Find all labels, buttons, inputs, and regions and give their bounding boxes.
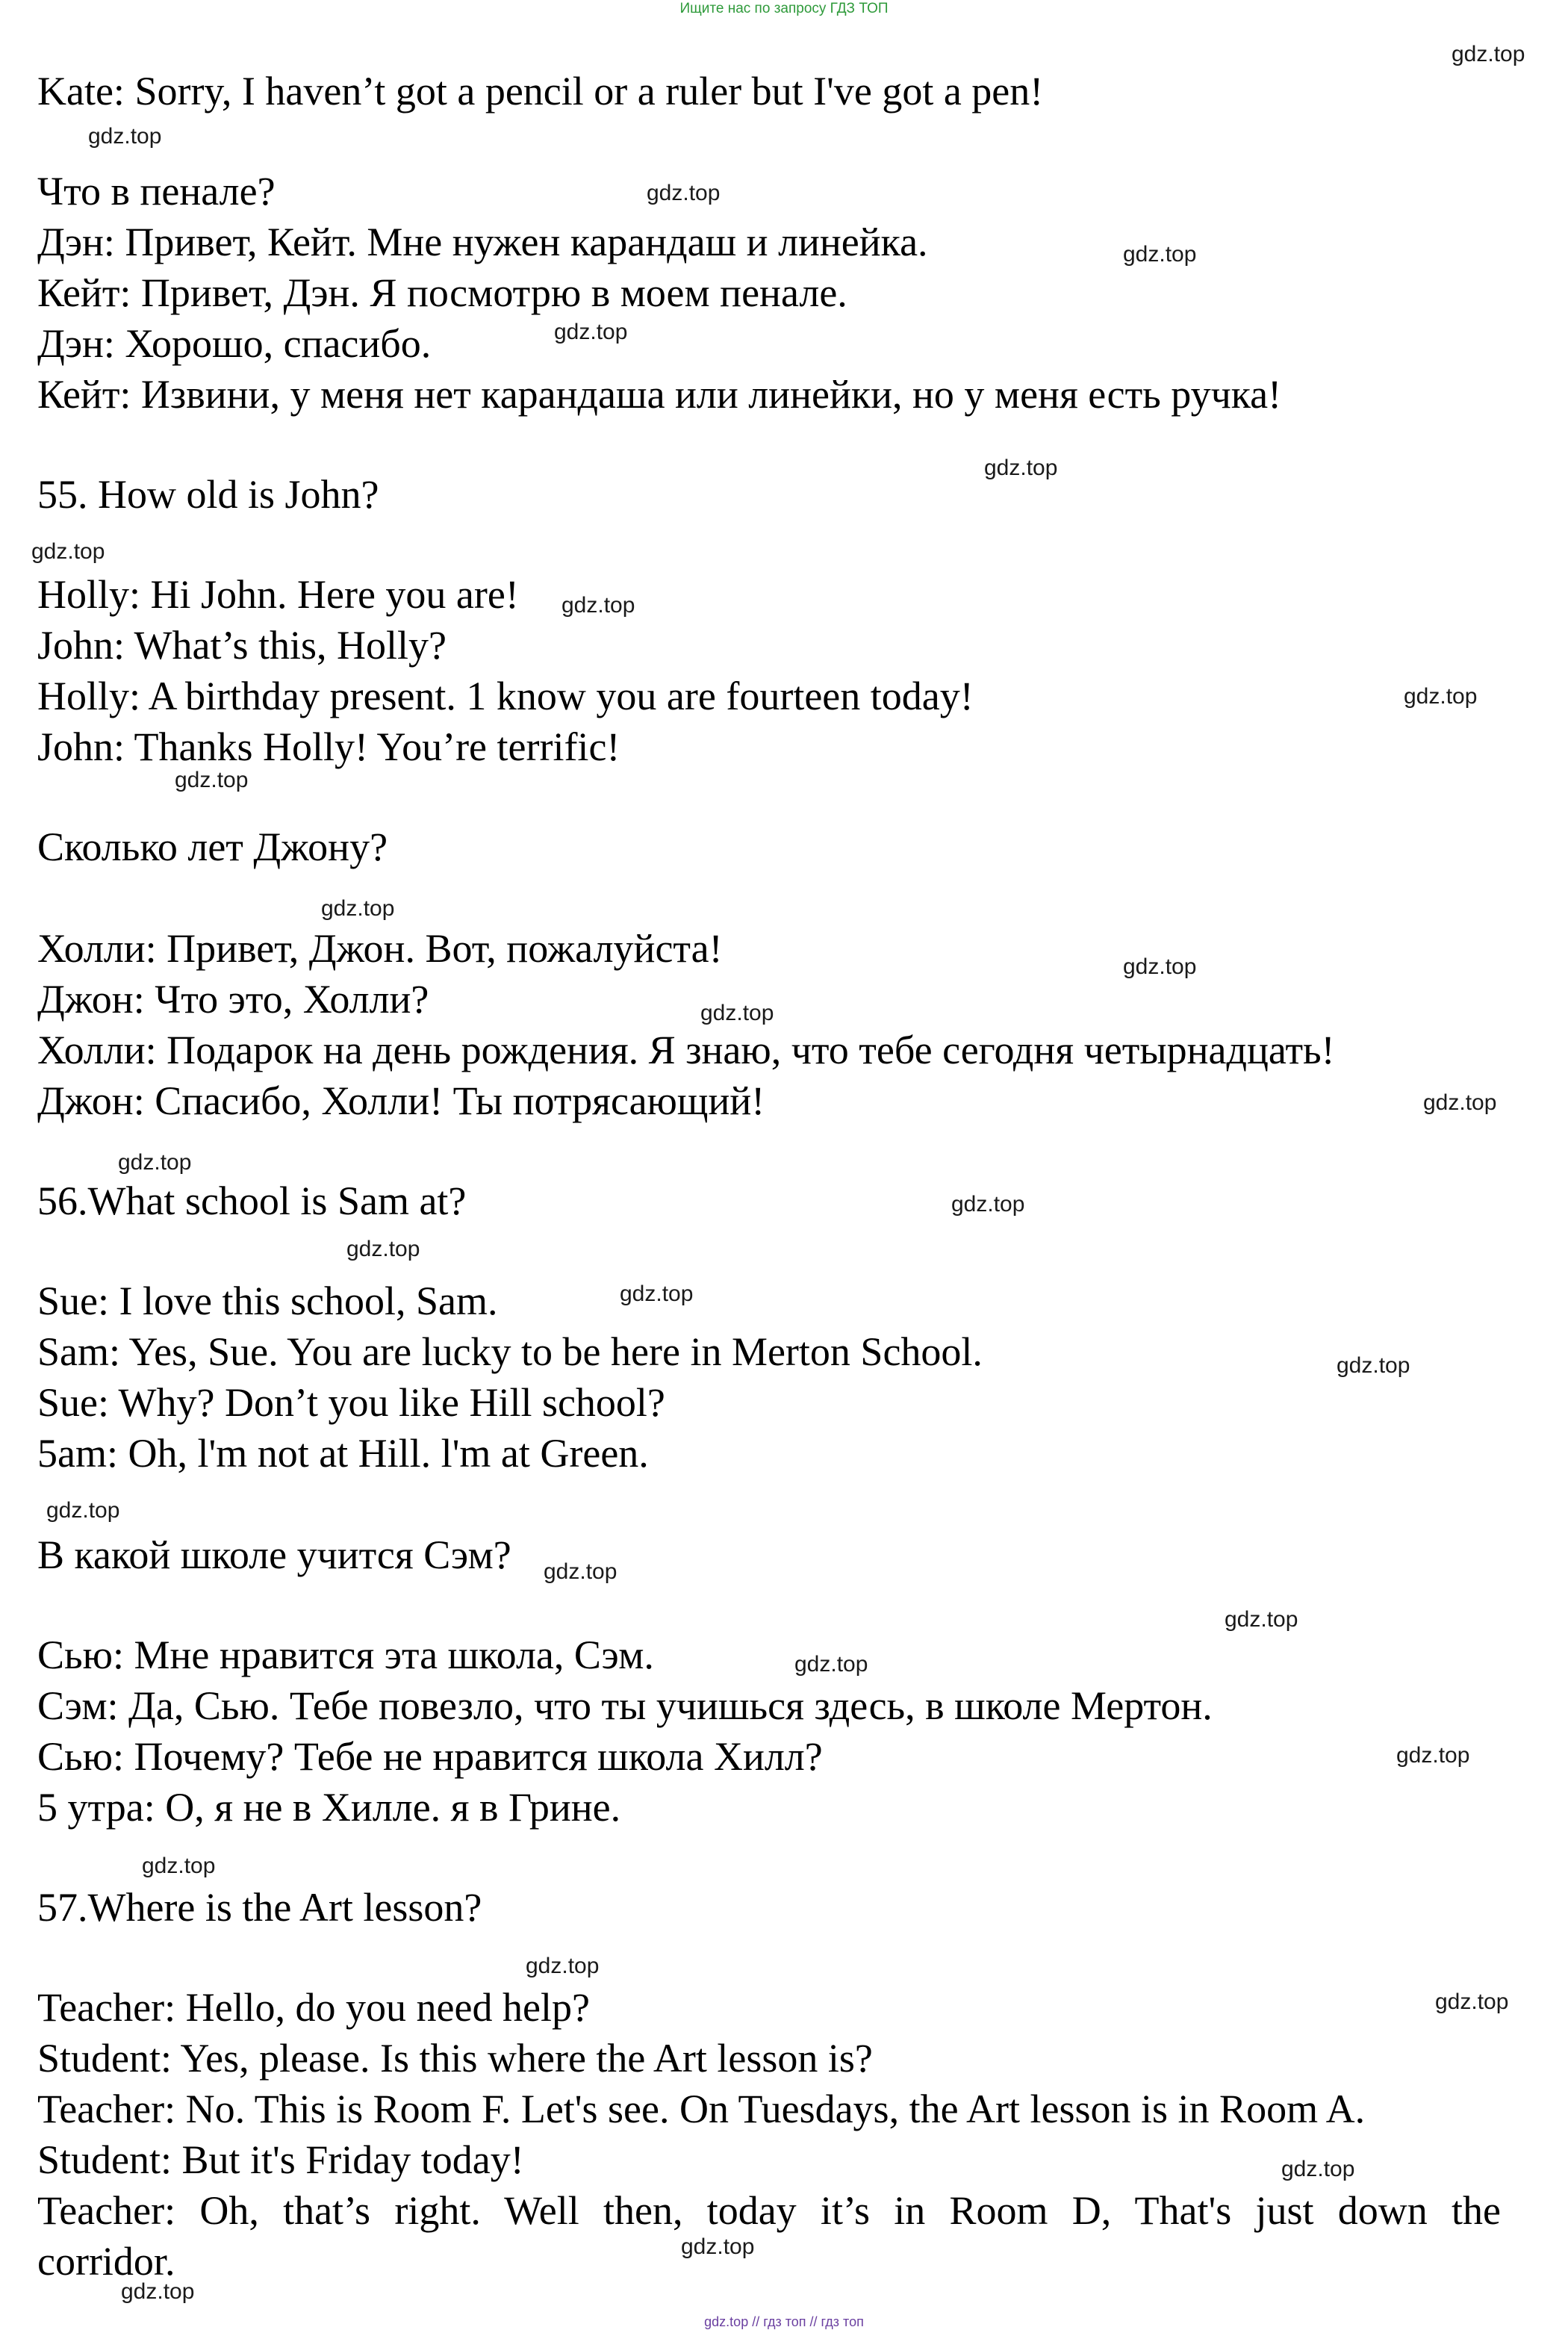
- text-line: Сью: Почему? Тебе не нравится школа Хилл?: [37, 1734, 823, 1779]
- section-title: Что в пенале?: [37, 169, 276, 214]
- watermark: gdz.top: [561, 593, 635, 618]
- watermark: gdz.top: [88, 124, 162, 149]
- watermark: gdz.top: [321, 896, 395, 921]
- watermark: gdz.top: [554, 320, 628, 344]
- watermark: gdz.top: [700, 1001, 774, 1025]
- watermark: gdz.top: [544, 1559, 617, 1584]
- watermark: gdz.top: [1404, 684, 1478, 709]
- text-line: Teacher: Hello, do you need help?: [37, 1985, 590, 2030]
- section-title: 56.What school is Sam at?: [37, 1178, 467, 1223]
- watermark: gdz.top: [142, 1854, 216, 1878]
- text-line: Дэн: Привет, Кейт. Мне нужен карандаш и линейка.: [37, 220, 928, 264]
- text-line: Kate: Sorry, I haven’t got a pencil or a ruler but I've got a pen!: [37, 69, 1044, 114]
- watermark: gdz.top: [951, 1192, 1025, 1217]
- watermark: gdz.top: [647, 181, 721, 205]
- watermark: gdz.top: [526, 1954, 600, 1978]
- text-line: John: Thanks Holly! You’re terrific!: [37, 724, 620, 769]
- text-line: Student: Yes, please. Is this where the Art lesson is?: [37, 2036, 873, 2081]
- watermark: gdz.top: [1123, 242, 1197, 267]
- section-title: В какой школе учится Сэм?: [37, 1532, 511, 1577]
- text-line: Student: But it's Friday today!: [37, 2137, 524, 2182]
- watermark: gdz.top: [46, 1498, 120, 1523]
- text-line: Holly: Hi John. Here you are!: [37, 572, 519, 617]
- text-line: Дэн: Хорошо, спасибо.: [37, 321, 432, 366]
- text-line: Кейт: Извини, у меня нет карандаша или линейки, но у меня есть ручка!: [37, 372, 1282, 417]
- text-line: John: What’s this, Holly?: [37, 623, 447, 668]
- watermark: gdz.top: [1123, 954, 1197, 979]
- text-line: 5 утра: О, я не в Хилле. я в Грине.: [37, 1785, 621, 1830]
- watermark: gdz.top: [681, 2234, 755, 2259]
- watermark: gdz.top: [31, 539, 105, 564]
- watermark: gdz.top: [1452, 42, 1525, 66]
- watermark: gdz.top: [1423, 1090, 1497, 1115]
- section-title: 55. How old is John?: [37, 472, 379, 517]
- section-title: Сколько лет Джону?: [37, 824, 388, 869]
- text-line: Sue: I love this school, Sam.: [37, 1279, 498, 1323]
- watermark: gdz.top: [984, 456, 1058, 480]
- text-line: Sue: Why? Don’t you like Hill school?: [37, 1380, 665, 1425]
- text-line: Sam: Yes, Sue. You are lucky to be here in Merton School.: [37, 1329, 983, 1374]
- watermark: gdz.top: [346, 1237, 420, 1261]
- text-line: Джон: Спасибо, Холли! Ты потрясающий!: [37, 1078, 765, 1123]
- watermark: gdz.top: [121, 2279, 195, 2304]
- text-line: Холли: Привет, Джон. Вот, пожалуйста!: [37, 926, 723, 971]
- watermark: gdz.top: [1225, 1607, 1298, 1632]
- watermark: gdz.top: [175, 768, 249, 792]
- text-line: Сью: Мне нравится эта школа, Сэм.: [37, 1632, 654, 1677]
- text-line: corridor.: [37, 2239, 175, 2284]
- text-line: 5am: Oh, l'm not at Hill. l'm at Green.: [37, 1431, 649, 1476]
- watermark: gdz.top: [1337, 1353, 1410, 1378]
- text-line: Teacher: Oh, that’s right. Well then, today it’s in Room D, That's just down the: [37, 2188, 1501, 2233]
- footer: gdz.top // гдз топ // гдз топ: [704, 2314, 864, 2329]
- watermark: gdz.top: [1435, 1989, 1509, 2014]
- watermark: gdz.top: [1396, 1743, 1470, 1768]
- watermark: gdz.top: [118, 1150, 192, 1175]
- text-line: Holly: A birthday present. 1 know you are fourteen today!: [37, 674, 974, 718]
- watermark: gdz.top: [620, 1282, 694, 1306]
- text-line: Teacher: No. This is Room F. Let's see. On Tuesdays, the Art lesson is in Room A.: [37, 2087, 1366, 2131]
- text-line: Сэм: Да, Сью. Тебе повезло, что ты учишься здесь, в школе Мертон.: [37, 1683, 1213, 1728]
- text-line: Холли: Подарок на день рождения. Я знаю, что тебе сегодня четырнадцать!: [37, 1028, 1335, 1072]
- watermark: gdz.top: [794, 1652, 868, 1677]
- section-title: 57.Where is the Art lesson?: [37, 1885, 482, 1930]
- text-line: Джон: Что это, Холли?: [37, 977, 429, 1022]
- top-banner: Ищите нас по запросу ГДЗ ТОП: [679, 1, 889, 16]
- text-line: Кейт: Привет, Дэн. Я посмотрю в моем пенале.: [37, 270, 847, 315]
- watermark: gdz.top: [1281, 2157, 1355, 2181]
